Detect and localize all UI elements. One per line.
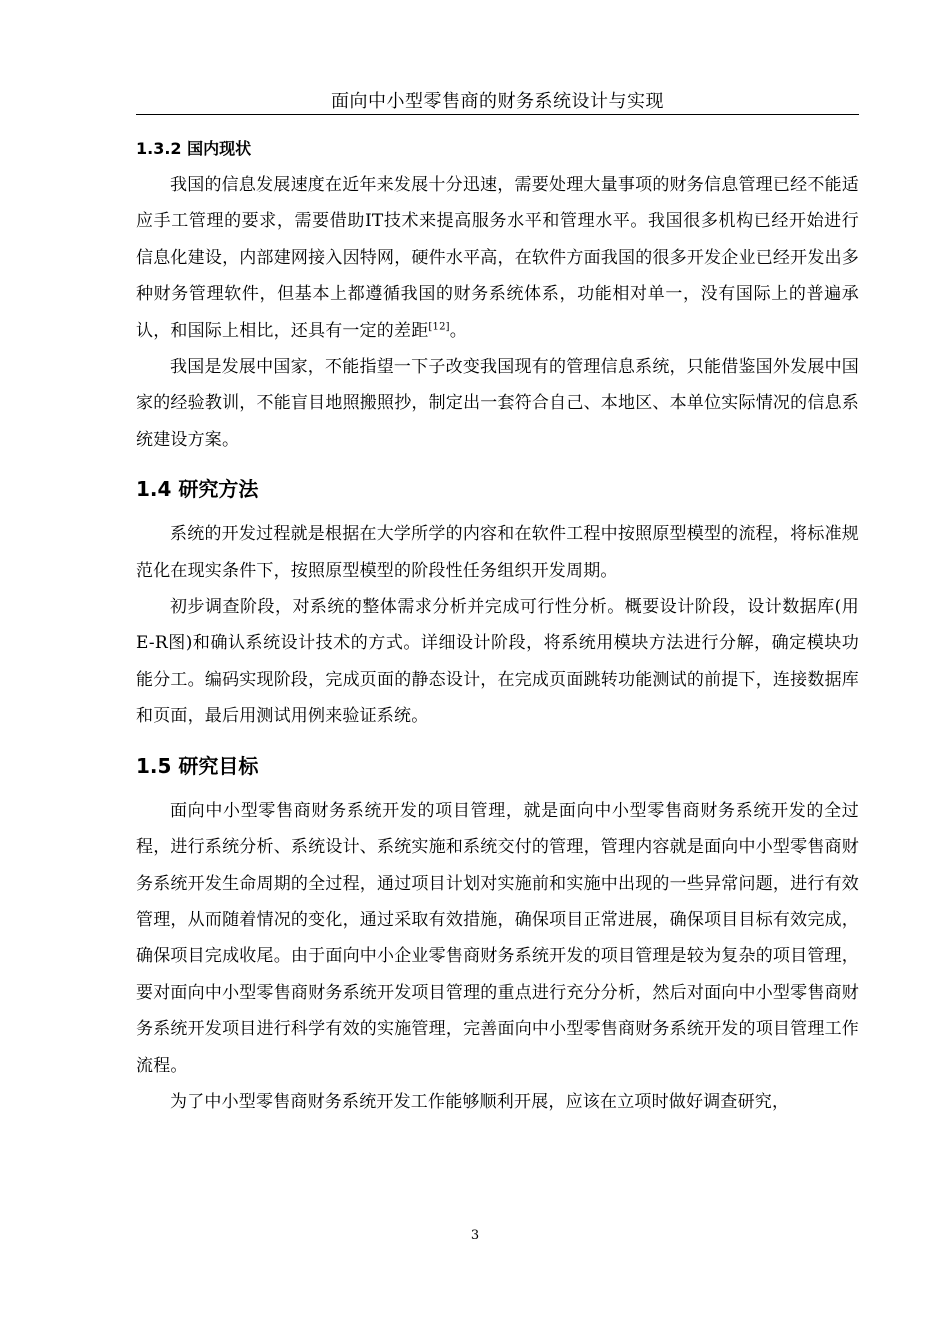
citation-12: [12] [428,320,450,332]
paragraph-domestic-status-1 [136,167,859,349]
paragraph-research-goal-2: 为了中小型零售商财务系统开发工作能够顺利开展，应该在立项时做好调查研究， [170,1091,790,1112]
page-number: 3 [470,1228,480,1243]
paragraph-research-goal-1: 面向中小型零售商财务系统开发的项目管理，就是面向中小型零售商财务系统开发的全过程，进行系统分析、系统设计、系统实施和系统交付的管理，管理内容就是面向中小型零售商财务系统开发生命周期的全过程，通过项目计划对实施前和实施中出现的一些异常问题，进行有效管理，从而随着情况的变化，通过采取有效措施，确保项目正常进展，确保项目目标有效完成，确保项目完成收尾。由于面向中小企业零售商财务系统开发的项目管理是较为复杂的项目管理，要对面向中小型零售商财务系统开发项目管理的重点进行充分分析，然后对面向中小型零售商财务系统开发项目进行科学有效的实施管理，完善面向中小型零售商财务系统开发的项目管理工作流程。 [136,800,859,1076]
heading-1-4: 1.4 研究方法 [136,477,259,502]
paragraph-text: 我国的信息发展速度在近年来发展十分迅速，需要处理大量事项的财务信息管理已经不能适应手工管理的要求，需要借助IT技术来提高服务水平和管理水平。我国很多机构已经开始进行信息化建设，内部建网接入因特网，硬件水平高，在软件方面我国的很多开发企业已经开发出多种财务管理软件，但基本上都遵循我国的财务系统体系，功能相对单一，没有国际上的普遍承认，和国际上相比，还具有一定的差距 [136,175,859,341]
paragraph-domestic-status-2: 我国是发展中国家，不能指望一下子改变我国现有的管理信息系统，只能借鉴国外发展中国家的经验教训，不能盲目地照搬照抄，制定出一套符合自己、本地区、本单位实际情况的信息系统建设方案。 [136,357,859,450]
heading-1-3-2: 1.3.2 国内现状 [136,139,252,158]
header-divider [136,114,859,115]
running-header: 面向中小型零售商的财务系统设计与实现 [331,91,664,112]
page-body [136,131,859,1120]
heading-1-5: 1.5 研究目标 [136,753,259,778]
paragraph-research-method-2: 初步调查阶段，对系统的整体需求分析并完成可行性分析。概要设计阶段，设计数据库(用E-R图)和确认系统设计技术的方式。详细设计阶段，将系统用模块方法进行分解，确定模块功能分工。编码实现阶段，完成页面的静态设计，在完成页面跳转功能测试的前提下，连接数据库和页面，最后用测试用例来验证系统。 [136,597,859,727]
paragraph-end: 。 [449,320,467,341]
paragraph-research-method-1: 系统的开发过程就是根据在大学所学的内容和在软件工程中按照原型模型的流程，将标准规范化在现实条件下，按照原型模型的阶段性任务组织开发周期。 [136,524,859,581]
